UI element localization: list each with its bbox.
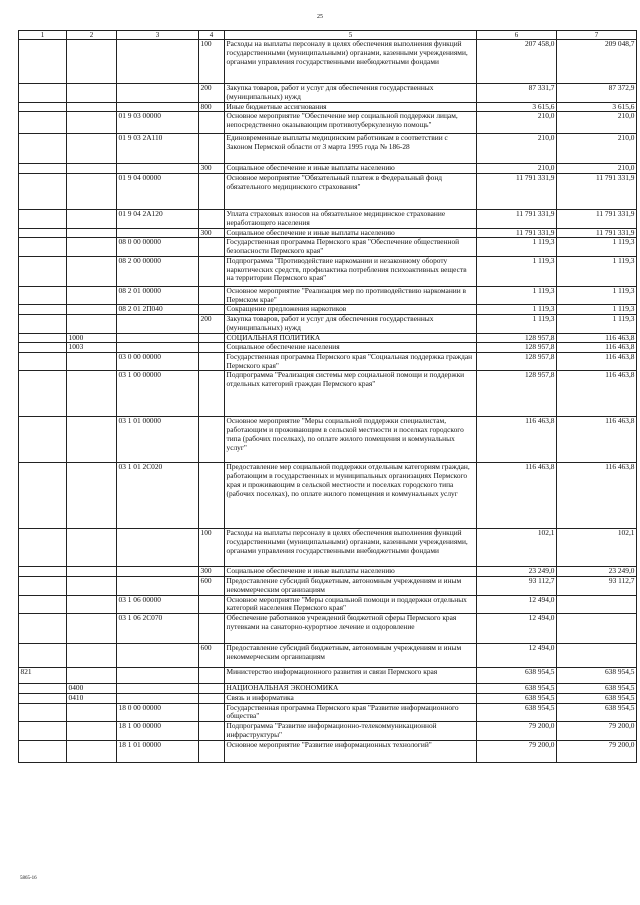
description: Подпрограмма "Реализация системы мер социальной помощи и поддержки отдельных категорий граждан Пермского края" [225,371,477,417]
code-section [67,703,117,721]
table-row [19,238,637,256]
code-expense-type [199,614,225,644]
amount-col-6: 11 791 331,9 [477,210,557,228]
code-expense-type: 300 [199,228,225,238]
description: Основное мероприятие "Меры социальной помощи и поддержки отдельных категорий населения Пермского края" [225,595,477,613]
table-row [19,614,637,644]
amount-col-6: 1 119,3 [477,238,557,256]
code-expense-type: 600 [199,644,225,668]
table-row [19,40,637,84]
code-target [117,343,199,353]
table-row [19,417,637,463]
code-expense-type [199,353,225,371]
code-expense-type [199,722,225,740]
code-ministry [19,102,67,112]
code-target [117,644,199,668]
amount-col-7: 1 119,3 [557,256,637,286]
code-target [117,668,199,684]
description: Уплата страховых взносов на обязательное медицинское страхование неработающего населения [225,210,477,228]
code-target: 01 9 03 2А110 [117,134,199,164]
amount-col-6: 1 119,3 [477,256,557,286]
table-row [19,228,637,238]
amount-col-6: 79 200,0 [477,722,557,740]
budget-table [18,30,637,763]
code-ministry [19,595,67,613]
header-col-6: 6 [477,31,557,40]
description: Основное мероприятие "Обязательный платеж в Федеральный фонд обязательного медицинского страхования" [225,174,477,210]
description: Государственная программа Пермского края "Развитие информационного общества" [225,703,477,721]
amount-col-6: 128 957,8 [477,371,557,417]
code-ministry [19,353,67,371]
code-expense-type: 800 [199,102,225,112]
amount-col-7: 210,0 [557,164,637,174]
code-ministry [19,740,67,762]
amount-col-6: 210,0 [477,134,557,164]
description: Основное мероприятие "Меры социальной поддержки специалистам, работающим и проживающим в сельской местности и поселках городского типа (рабочих поселках), по оплате жилого помещения и коммунальных услуг" [225,417,477,463]
table-row [19,463,637,529]
description: Государственная программа Пермского края "Обеспечение общественной безопасности Пермского края" [225,238,477,256]
amount-col-7: 1 119,3 [557,238,637,256]
code-expense-type: 600 [199,577,225,595]
code-expense-type: 100 [199,40,225,84]
code-ministry [19,463,67,529]
code-ministry [19,228,67,238]
description: Расходы на выплаты персоналу в целях обеспечения выполнения функций государственными (муниципальными) органами, казенными учреждениями, органами управления государственными внебюджетными фондами [225,40,477,84]
description: Единовременные выплаты медицинским работникам в соответствии с Законом Пермской области от 3 марта 1995 года № 186-28 [225,134,477,164]
table-row [19,333,637,343]
code-target: 18 1 01 00000 [117,740,199,762]
header-col-1: 1 [19,31,67,40]
amount-col-6: 116 463,8 [477,463,557,529]
table-row [19,740,637,762]
code-section [67,134,117,164]
amount-col-7: 116 463,8 [557,333,637,343]
code-section [67,668,117,684]
table-row [19,668,637,684]
description: Основное мероприятие "Реализация мер по противодействию наркомании в Пермском крае" [225,286,477,304]
code-section [67,614,117,644]
table-row [19,84,637,102]
code-expense-type [199,343,225,353]
code-ministry [19,343,67,353]
code-target [117,40,199,84]
table-row [19,164,637,174]
amount-col-6: 12 494,0 [477,614,557,644]
amount-col-6: 128 957,8 [477,343,557,353]
amount-col-6: 1 119,3 [477,305,557,315]
document-code: 5865-16 [20,876,37,881]
description: Социальное обеспечение и иные выплаты населению [225,228,477,238]
code-ministry [19,371,67,417]
code-section [67,529,117,567]
code-expense-type [199,417,225,463]
code-ministry [19,40,67,84]
table-row [19,343,637,353]
amount-col-7: 93 112,7 [557,577,637,595]
description: Социальное обеспечение населения [225,343,477,353]
amount-col-6: 128 957,8 [477,353,557,371]
amount-col-7: 79 200,0 [557,740,637,762]
code-ministry [19,577,67,595]
description: Сокращение предложения наркотиков [225,305,477,315]
code-expense-type: 300 [199,164,225,174]
code-section [67,112,117,134]
amount-col-7: 210,0 [557,112,637,134]
code-ministry [19,703,67,721]
code-section [67,315,117,333]
amount-col-7 [557,614,637,644]
table-row [19,353,637,371]
amount-col-7: 209 048,7 [557,40,637,84]
code-target [117,228,199,238]
code-expense-type: 300 [199,567,225,577]
code-ministry [19,256,67,286]
code-ministry [19,644,67,668]
code-section [67,595,117,613]
amount-col-7: 23 249,0 [557,567,637,577]
table-row [19,174,637,210]
description: Иные бюджетные ассигнования [225,102,477,112]
code-ministry [19,134,67,164]
code-section [67,102,117,112]
code-target [117,529,199,567]
code-expense-type [199,134,225,164]
code-target: 01 9 04 2А120 [117,210,199,228]
code-target [117,567,199,577]
code-section [67,305,117,315]
amount-col-6: 1 119,3 [477,286,557,304]
code-target [117,693,199,703]
table-header [19,31,637,40]
table-row [19,722,637,740]
code-ministry [19,333,67,343]
amount-col-7: 638 954,5 [557,684,637,694]
amount-col-6: 102,1 [477,529,557,567]
table-body [19,40,637,762]
code-expense-type [199,684,225,694]
code-ministry [19,614,67,644]
code-ministry [19,693,67,703]
amount-col-6: 638 954,5 [477,693,557,703]
code-ministry [19,174,67,210]
code-section [67,40,117,84]
description: СОЦИАЛЬНАЯ ПОЛИТИКА [225,333,477,343]
table-row [19,684,637,694]
table-row [19,134,637,164]
description: Связь и информатика [225,693,477,703]
code-ministry [19,567,67,577]
code-expense-type [199,371,225,417]
amount-col-7: 638 954,5 [557,703,637,721]
code-section [67,371,117,417]
table-row [19,286,637,304]
amount-col-7: 210,0 [557,134,637,164]
code-target: 03 1 06 00000 [117,595,199,613]
amount-col-7: 11 791 331,9 [557,228,637,238]
code-ministry [19,315,67,333]
header-col-7: 7 [557,31,637,40]
code-ministry [19,684,67,694]
code-expense-type [199,174,225,210]
amount-col-6: 11 791 331,9 [477,174,557,210]
amount-col-6: 93 112,7 [477,577,557,595]
code-expense-type [199,740,225,762]
code-expense-type [199,703,225,721]
code-target [117,84,199,102]
header-col-4: 4 [199,31,225,40]
table-row [19,693,637,703]
amount-col-7: 11 791 331,9 [557,210,637,228]
table-row [19,102,637,112]
description: Предоставление субсидий бюджетным, автономным учреждениям и иным некоммерческим организациям [225,644,477,668]
page-number: 25 [317,14,323,20]
code-expense-type: 200 [199,315,225,333]
table-row [19,595,637,613]
amount-col-7 [557,595,637,613]
amount-col-6: 116 463,8 [477,417,557,463]
code-section [67,644,117,668]
amount-col-7: 638 954,5 [557,693,637,703]
header-col-5: 5 [225,31,477,40]
table-row [19,703,637,721]
amount-col-6: 79 200,0 [477,740,557,762]
amount-col-7: 116 463,8 [557,417,637,463]
code-expense-type [199,333,225,343]
code-ministry [19,210,67,228]
code-ministry [19,305,67,315]
code-target: 03 1 00 00000 [117,371,199,417]
table-row [19,305,637,315]
code-section [67,174,117,210]
description: Государственная программа Пермского края "Социальная поддержка граждан Пермского края" [225,353,477,371]
header-col-3: 3 [117,31,199,40]
table-row [19,567,637,577]
amount-col-6: 638 954,5 [477,668,557,684]
code-ministry: 821 [19,668,67,684]
code-target: 03 1 01 2С020 [117,463,199,529]
code-target: 08 2 01 2П040 [117,305,199,315]
code-target [117,102,199,112]
description: Предоставление мер социальной поддержки отдельным категориям граждан, работающим в государственных и муниципальных организациях Пермского края и проживающим в сельской местности и поселках городского типа (рабочих поселках), по оплате жилого помещения и коммунальных услуг [225,463,477,529]
amount-col-7: 1 119,3 [557,305,637,315]
description: Расходы на выплаты персоналу в целях обеспечения выполнения функций государственными (муниципальными) органами, казенными учреждениями, органами управления государственными внебюджетными фондами [225,529,477,567]
amount-col-7: 11 791 331,9 [557,174,637,210]
code-expense-type: 200 [199,84,225,102]
code-ministry [19,238,67,256]
description: Закупка товаров, работ и услуг для обеспечения государственных (муниципальных) нужд [225,315,477,333]
code-ministry [19,112,67,134]
amount-col-6: 23 249,0 [477,567,557,577]
description: Подпрограмма "Развитие информационно-телекоммуникационной инфраструктуры" [225,722,477,740]
table-row [19,210,637,228]
code-section: 1000 [67,333,117,343]
code-expense-type [199,463,225,529]
code-ministry [19,164,67,174]
amount-col-7: 102,1 [557,529,637,567]
code-ministry [19,286,67,304]
code-section [67,228,117,238]
amount-col-7: 79 200,0 [557,722,637,740]
code-section [67,286,117,304]
code-expense-type [199,595,225,613]
amount-col-7: 87 372,9 [557,84,637,102]
table-row [19,529,637,567]
code-section [67,256,117,286]
code-expense-type [199,305,225,315]
code-target [117,164,199,174]
code-section [67,740,117,762]
code-section [67,164,117,174]
amount-col-7: 1 119,3 [557,315,637,333]
table-row [19,577,637,595]
code-target [117,684,199,694]
code-ministry [19,84,67,102]
code-section: 1003 [67,343,117,353]
code-section [67,353,117,371]
code-ministry [19,529,67,567]
amount-col-6: 638 954,5 [477,703,557,721]
code-target [117,577,199,595]
table-row [19,371,637,417]
code-section [67,238,117,256]
code-ministry [19,417,67,463]
code-section [67,417,117,463]
table-row [19,315,637,333]
description: Обеспечение работников учреждений бюджетной сферы Пермского края путевками на санаторно-курортное лечение и оздоровление [225,614,477,644]
code-expense-type [199,238,225,256]
code-target: 08 2 00 00000 [117,256,199,286]
amount-col-6: 210,0 [477,164,557,174]
description: Социальное обеспечение и иные выплаты населению [225,567,477,577]
amount-col-7: 1 119,3 [557,286,637,304]
code-target: 01 9 04 00000 [117,174,199,210]
code-expense-type [199,693,225,703]
header-col-2: 2 [67,31,117,40]
description: Основное мероприятие "Развитие информационных технологий" [225,740,477,762]
code-target: 18 1 00 00000 [117,722,199,740]
amount-col-7: 116 463,8 [557,353,637,371]
code-section [67,463,117,529]
description: НАЦИОНАЛЬНАЯ ЭКОНОМИКА [225,684,477,694]
description: Предоставление субсидий бюджетным, автономным учреждениям и иным некоммерческим организациям [225,577,477,595]
code-section: 0400 [67,684,117,694]
code-section [67,722,117,740]
amount-col-6: 3 615,6 [477,102,557,112]
code-target: 03 1 01 00000 [117,417,199,463]
code-section [67,210,117,228]
code-expense-type [199,256,225,286]
code-section [67,84,117,102]
amount-col-6: 207 458,0 [477,40,557,84]
amount-col-6: 11 791 331,9 [477,228,557,238]
code-expense-type [199,286,225,304]
amount-col-6: 12 494,0 [477,644,557,668]
amount-col-6: 638 954,5 [477,684,557,694]
description: Основное мероприятие "Обеспечение мер социальной поддержки лицам, непосредственно оказывающим противотуберкулезную помощь" [225,112,477,134]
budget-table-container [18,30,636,763]
table-row [19,112,637,134]
description: Закупка товаров, работ и услуг для обеспечения государственных (муниципальных) нужд [225,84,477,102]
amount-col-6: 128 957,8 [477,333,557,343]
amount-col-7: 116 463,8 [557,343,637,353]
code-target: 08 0 00 00000 [117,238,199,256]
code-target: 08 2 01 00000 [117,286,199,304]
code-target [117,315,199,333]
code-section: 0410 [67,693,117,703]
amount-col-7: 3 615,6 [557,102,637,112]
code-expense-type [199,112,225,134]
code-target: 18 0 00 00000 [117,703,199,721]
code-section [67,567,117,577]
code-expense-type [199,210,225,228]
amount-col-7: 116 463,8 [557,463,637,529]
code-section [67,577,117,595]
description: Подпрограмма "Противодействие наркомании и незаконному обороту наркотических средств, профилактика потребления психоактивных веществ на территории Пермского края" [225,256,477,286]
amount-col-6: 12 494,0 [477,595,557,613]
code-expense-type [199,668,225,684]
amount-col-6: 1 119,3 [477,315,557,333]
amount-col-7: 638 954,5 [557,668,637,684]
code-expense-type: 100 [199,529,225,567]
code-ministry [19,722,67,740]
code-target: 03 1 06 2С070 [117,614,199,644]
amount-col-6: 87 331,7 [477,84,557,102]
amount-col-7 [557,644,637,668]
code-target: 01 9 03 00000 [117,112,199,134]
table-row [19,644,637,668]
amount-col-7: 116 463,8 [557,371,637,417]
amount-col-6: 210,0 [477,112,557,134]
code-target: 03 0 00 00000 [117,353,199,371]
description: Социальное обеспечение и иные выплаты населению [225,164,477,174]
description: Министерство информационного развития и связи Пермского края [225,668,477,684]
code-target [117,333,199,343]
table-row [19,256,637,286]
